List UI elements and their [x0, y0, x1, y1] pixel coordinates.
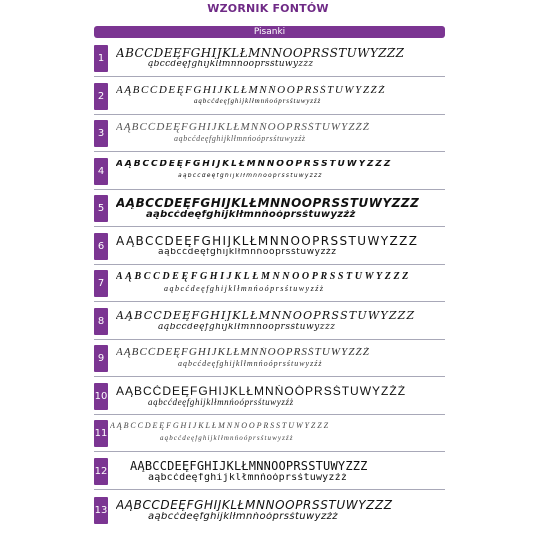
uppercase-sample: AĄBCĆDEĘFGHIJKLŁMNŃOÓPRSŚTUWYZŹŻ [116, 385, 407, 397]
lowercase-sample: aąbcćdeęfghijklłmnńoóprsśtuwyzźż [164, 285, 325, 293]
lowercase-sample: aąbcćdeęfghijklłmnńoóprsśtuwyzźż [178, 173, 323, 179]
uppercase-sample: AĄBCĆDEĘFGHIJKLŁMNŃOÓPRSŚTUWYZŹŻ [116, 235, 419, 247]
lowercase-sample: aąbcćdeęfghijklłmnńoóprsśtuwyzźż [174, 135, 306, 143]
font-sample-row [94, 120, 445, 148]
lowercase-sample: aąbcćdeęfghijklłmnńoóprsśtuwyzźż [146, 210, 356, 220]
section-header [94, 26, 445, 38]
uppercase-sample: AĄBCĆDEĘFGHIJKLŁMNŃOÓPRSŚTUWYZŹŻ [116, 347, 370, 358]
font-sample-row [94, 458, 445, 486]
lowercase-sample: aąbcćdeęfghijklłmnńoóprsśtuwyzźż [160, 435, 294, 442]
section-label: Pisanki [253, 27, 286, 37]
row-divider [94, 76, 445, 77]
font-number-badge: 11 [94, 420, 108, 447]
row-divider [94, 301, 445, 302]
font-number-badge: 4 [94, 158, 108, 185]
font-sample-row [94, 497, 445, 525]
row-divider [94, 376, 445, 377]
row-divider [94, 489, 445, 490]
font-number-badge: 1 [94, 45, 108, 72]
row-divider [94, 189, 445, 190]
font-number-badge: 13 [94, 497, 108, 524]
font-sample-row [94, 45, 445, 73]
uppercase-sample: AĄBCĆDEĘFGHIJKLŁMNŃOÓPRSŚTUWYZŹŻ [130, 460, 368, 472]
row-divider [94, 114, 445, 115]
uppercase-sample: AĄBCĆDEĘFGHIJKLŁMNŃOÓPRSŚTUWYZŹŻ [116, 499, 393, 511]
font-sample-row [94, 270, 445, 298]
row-divider [94, 264, 445, 265]
font-number-badge: 10 [94, 383, 108, 410]
lowercase-sample: ąbcćdeęfghijklłmnńoóprsśtuwyzźż [148, 60, 314, 69]
font-sample-row [94, 83, 445, 111]
font-number-badge: 6 [94, 233, 108, 260]
lowercase-sample: aąbcćdeęfghijklłmnńoóprsśtuwyzźż [148, 398, 294, 407]
row-divider [94, 414, 445, 415]
font-sample-row [94, 233, 445, 261]
font-sample-row [94, 308, 445, 336]
font-number-badge: 9 [94, 345, 108, 372]
font-sample-row [94, 195, 445, 223]
row-divider [94, 151, 445, 152]
uppercase-sample: AĄBCĆDEĘFGHIJKLŁMNŃOÓPRSŚTUWYZŹŻ [116, 122, 370, 133]
lowercase-sample: aąbcćdeęfghijklłmnńoóprsśtuwyzźż [158, 323, 336, 332]
lowercase-sample: aąbcćdeęfghijklłmnńoóprsśtuwyzźż [178, 360, 323, 368]
font-sample-row [94, 383, 445, 411]
uppercase-sample: AĄBCĆDEĘFGHIJKLŁMNŃOÓPRSŚTUWYZŹŻ [116, 160, 393, 169]
font-number-badge: 2 [94, 83, 108, 110]
uppercase-sample: AĄBCĆDEĘFGHIJKLŁMNŃOÓPRSŚTUWYZŹŻ [116, 85, 386, 96]
uppercase-sample: AĄBCĆDEĘFGHIJKLŁMNŃOÓPRSŚTUWYZŹŻ [110, 422, 330, 430]
font-sample-row [94, 345, 445, 373]
lowercase-sample: aąbcćdeęfghijklłmnńoóprsśtuwyzźż [194, 98, 322, 105]
uppercase-sample: AĄBCĆDEĘFGHIJKLŁMNŃOÓPRSŚTUWYZŹŻ [116, 197, 420, 209]
font-sample-row [94, 420, 445, 448]
row-divider [94, 226, 445, 227]
row-divider [94, 339, 445, 340]
lowercase-sample: aąbcćdeęfghijklłmnńoóprsśtuwyzźż [158, 248, 337, 257]
font-number-badge: 7 [94, 270, 108, 297]
font-number-badge: 5 [94, 195, 108, 222]
lowercase-sample: aąbcćdeęfghijklłmnńoóprsśtuwyzźż [148, 473, 348, 483]
font-number-badge: 12 [94, 458, 108, 485]
lowercase-sample: aąbcćdeęfghijklłmnńoóprsśtuwyzźż [148, 512, 338, 522]
uppercase-sample: AĄBCĆDEĘFGHIJKLŁMNŃOÓPRSŚTUWYZŹŻ [116, 310, 416, 321]
uppercase-sample: AĄBCĆDEĘFGHIJKLŁMNŃOÓPRSŚTUWYZŹŻ [116, 272, 411, 282]
font-sample-row [94, 158, 445, 186]
font-number-badge: 8 [94, 308, 108, 335]
page-title: WZORNIK FONTÓW [207, 2, 329, 15]
uppercase-sample: ABCĆDEĘFGHIJKLŁMNŃOÓPRSŚTUWYZŹŻ [116, 47, 405, 59]
font-number-badge: 3 [94, 120, 108, 147]
row-divider [94, 451, 445, 452]
